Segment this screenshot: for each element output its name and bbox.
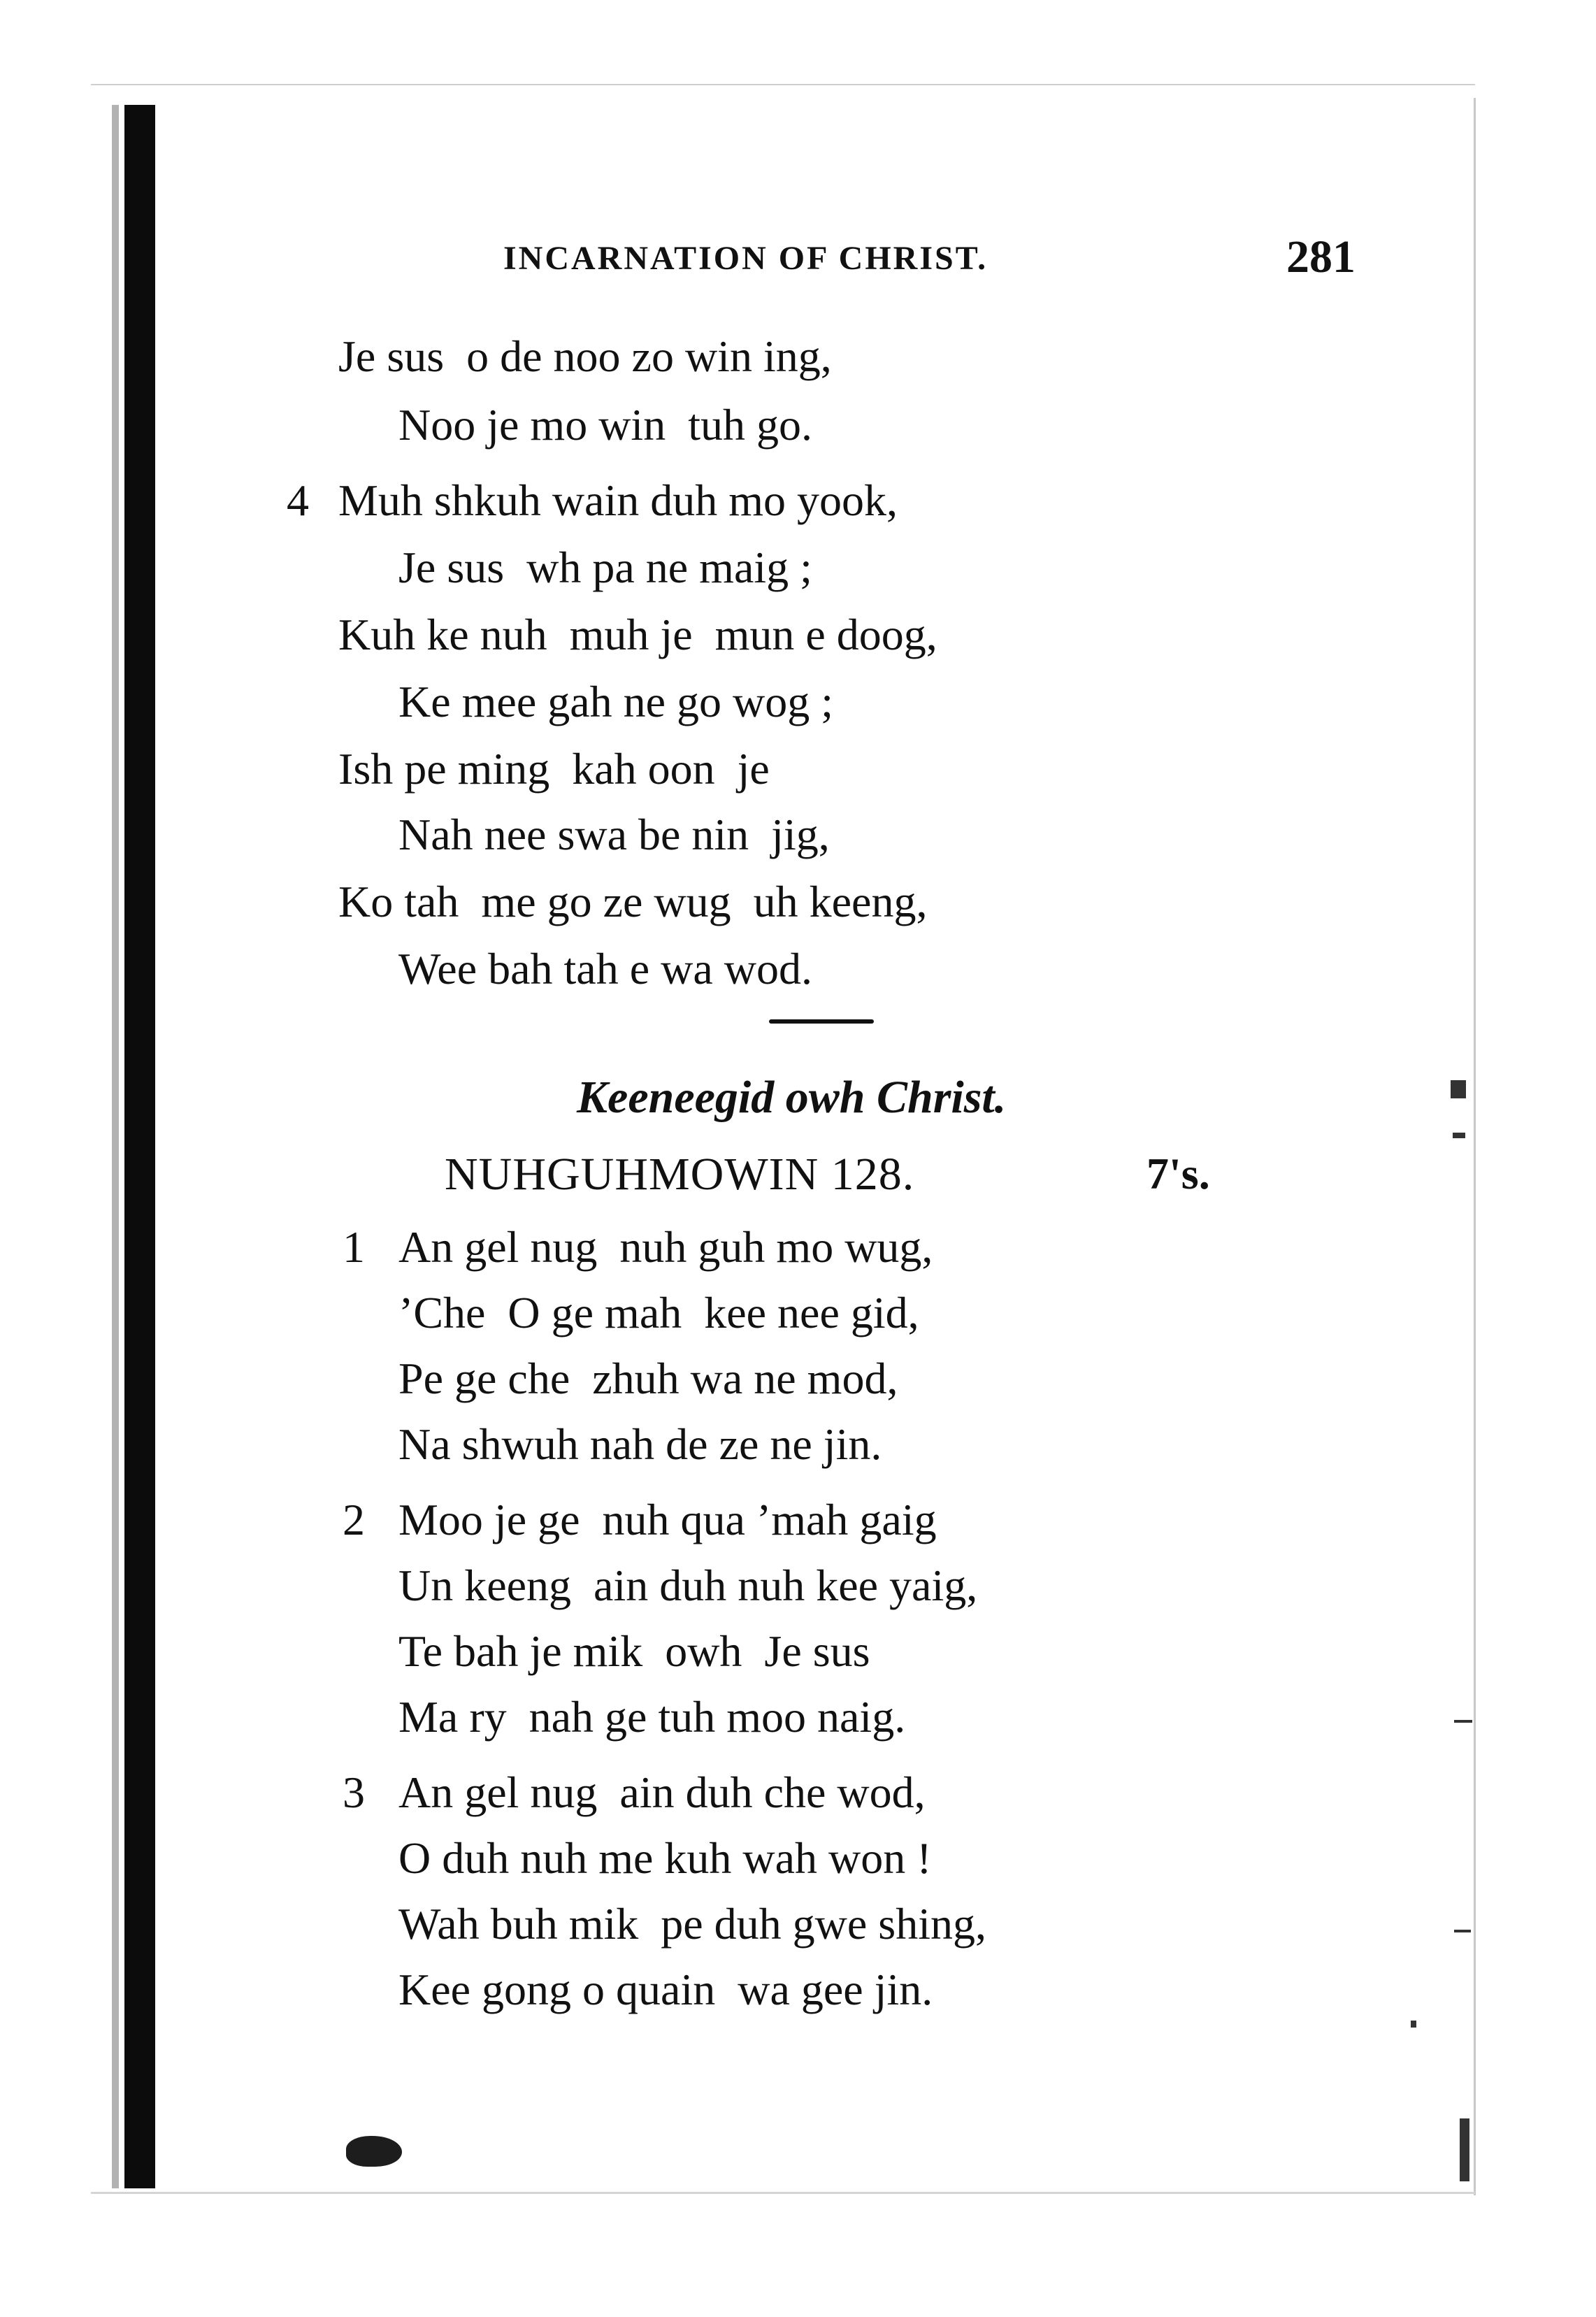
verse-number: 4 [287,475,309,525]
hymn-heading: NUHGUHMOWIN 128. [445,1149,915,1200]
verse-line: Ko tah me go ze wug uh keeng, [338,877,928,926]
stanza-line: An gel nug ain duh che wod, [398,1767,926,1817]
stanza-line: Ma ry nah ge tuh moo naig. [398,1692,906,1742]
stanza-line: ’Che O ge mah kee nee gid, [398,1288,919,1337]
page-header [0,231,1596,294]
stanza-line: Pe ge che zhuh wa ne mod, [398,1354,898,1403]
verse-line: Ke mee gah ne go wog ; [398,677,834,726]
verse-line: Noo je mo win tuh go. [398,400,812,450]
verse-line: Kuh ke nuh muh je mun e doog, [338,610,937,659]
verse-line: Nah nee swa be nin jig, [398,810,830,859]
stanza-line: Te bah je mik owh Je sus [398,1626,870,1676]
hymn-meter: 7's. [1146,1149,1210,1198]
stanza-line: An gel nug nuh guh mo wug, [398,1222,933,1272]
page-number: 281 [1286,231,1356,282]
stanza-number: 1 [343,1222,365,1272]
page-right-edge [1474,98,1476,2195]
ink-blot [346,2136,402,2167]
verse-line: Je sus wh pa ne maig ; [398,543,812,592]
binding-edge [124,105,155,2188]
tune-title: Keeneegid owh Christ. [577,1072,1007,1123]
stanza-line: Un keeng ain duh nuh kee yaig, [398,1561,978,1610]
page-top-edge [91,84,1475,85]
stanza-line: O duh nuh me kuh wah won ! [398,1833,932,1883]
verse-line: Ish pe ming kah oon je [338,744,770,794]
page-bottom-edge [91,2192,1475,2194]
binding-shadow [112,105,119,2188]
verse-line: Je sus o de noo zo win ing, [338,331,832,381]
verse-line: Muh shkuh wain duh mo yook, [338,475,898,525]
stanza-line: Wah buh mik pe duh gwe shing, [398,1899,986,1949]
stanza-line: Kee gong o quain wa gee jin. [398,1965,933,2014]
stanza-number: 2 [343,1495,365,1544]
verse-line: Wee bah tah e wa wod. [398,944,812,993]
stanza-line: Na shwuh nah de ze ne jin. [398,1419,882,1469]
running-head: INCARNATION OF CHRIST. [503,240,988,277]
section-divider [769,1019,874,1024]
stanza-line: Moo je ge nuh qua ’mah gaig [398,1495,937,1544]
stanza-number: 3 [343,1767,365,1817]
